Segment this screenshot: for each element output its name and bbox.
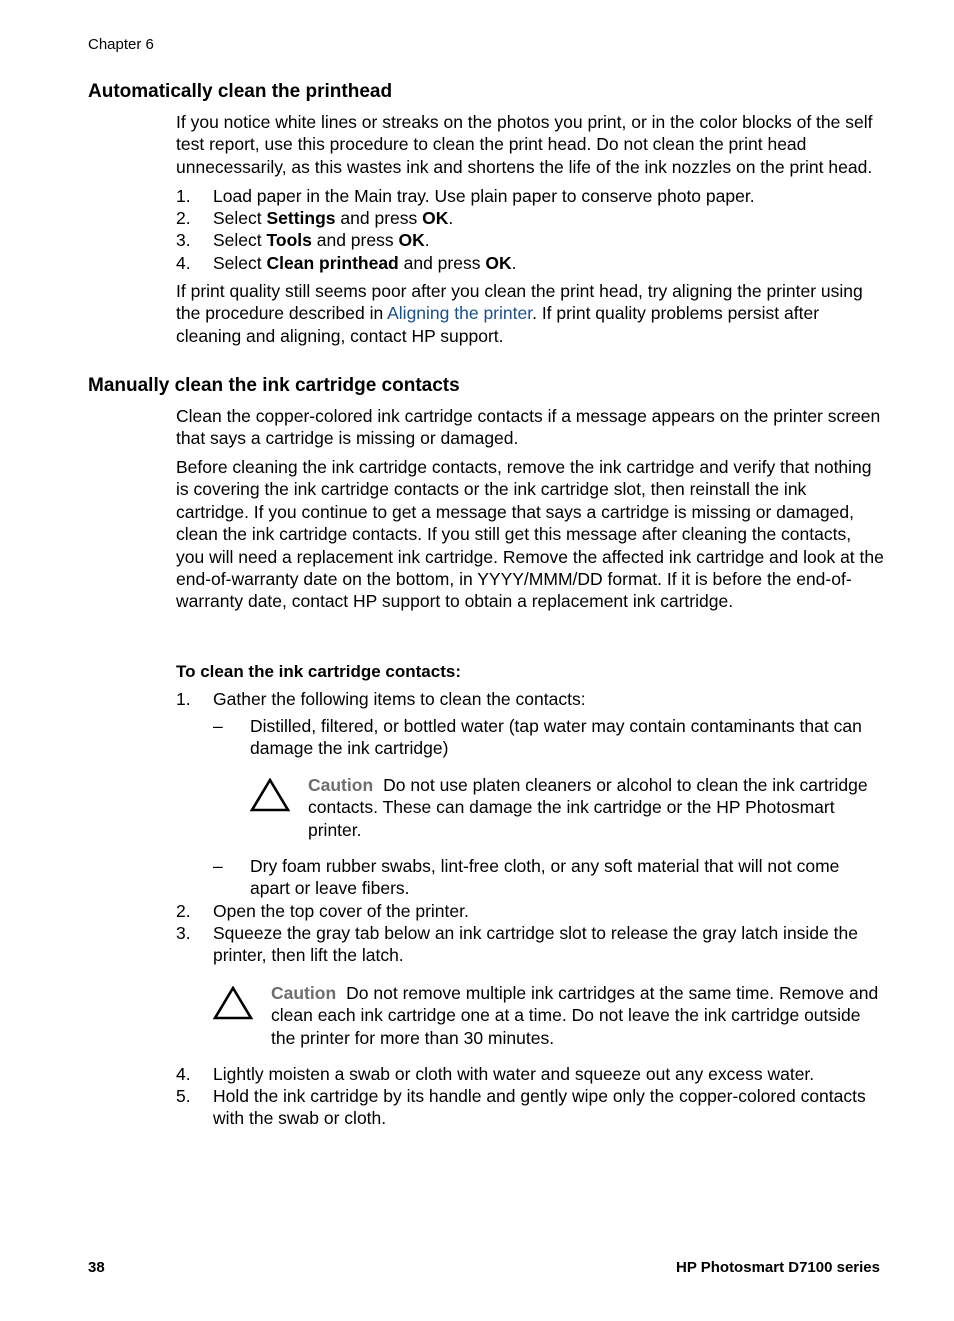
step-text: Select Clean printhead and press OK. <box>213 253 517 273</box>
auto-after-paragraph: If print quality still seems poor after you clean the print head, try aligning the printer using the procedure described in Aligning the printer. If print quality problems persist after cleaning and aligning, contact HP support. <box>176 281 863 346</box>
step-text: Hold the ink cartridge by its handle and gently wipe only the copper-colored contacts with the swab or cloth. <box>213 1086 866 1129</box>
dash-marker: – <box>213 716 223 736</box>
step-number: 2. <box>176 208 191 228</box>
step-number: 3. <box>176 923 191 943</box>
procedure-subheading: To clean the ink cartridge contacts: <box>176 662 461 681</box>
step-number: 4. <box>176 253 191 273</box>
dash-marker: – <box>213 856 223 876</box>
chapter-label: Chapter 6 <box>88 36 154 53</box>
caution-label: Caution <box>271 983 337 1003</box>
step-number: 3. <box>176 230 191 250</box>
step-text: Open the top cover of the printer. <box>213 901 469 921</box>
supply-item-text: Dry foam rubber swabs, lint-free cloth, or any soft material that will not come apart or leave fibers. <box>250 856 840 899</box>
step-text: Select Tools and press OK. <box>213 230 430 250</box>
step-text: Gather the following items to clean the contacts: <box>213 689 586 709</box>
step-text: Lightly moisten a swab or cloth with water and squeeze out any excess water. <box>213 1064 815 1084</box>
step-number: 1. <box>176 689 191 709</box>
step-number: 1. <box>176 186 191 206</box>
supply-item-text: Distilled, filtered, or bottled water (tap water may contain contaminants that can damage the ink cartridge) <box>250 716 862 759</box>
step-number: 5. <box>176 1086 191 1106</box>
aligning-printer-link[interactable]: Aligning the printer <box>387 303 533 324</box>
step-text: Squeeze the gray tab below an ink cartridge slot to release the gray latch inside the printer, then lift the latch. <box>213 923 858 966</box>
page-number: 38 <box>88 1259 105 1276</box>
caution-text: Caution Do not use platen cleaners or alcohol to clean the ink cartridge contacts. These can damage the ink cartridge or the HP Photosmart printer. <box>308 775 868 840</box>
manual-paragraph-1: Clean the copper-colored ink cartridge contacts if a message appears on the printer screen that says a cartridge is missing or damaged. <box>176 406 881 449</box>
warning-triangle-icon <box>250 778 290 812</box>
product-name: HP Photosmart D7100 series <box>676 1259 880 1276</box>
caution-text: Caution Do not remove multiple ink cartridges at the same time. Remove and clean each ink cartridge one at a time. Do not leave the ink cartridge outside the printer for more than 30 minutes. <box>271 983 879 1048</box>
caution-label: Caution <box>308 775 374 795</box>
warning-triangle-icon <box>213 986 253 1020</box>
auto-intro-paragraph: If you notice white lines or streaks on the photos you print, or in the color blocks of the self test report, use this procedure to clean the print head. Do not clean the print head unnecessarily, as this wastes ink and shortens the life of the ink nozzles on the print head. <box>176 112 873 177</box>
step-number: 2. <box>176 901 191 921</box>
step-text: Load paper in the Main tray. Use plain paper to conserve photo paper. <box>213 186 755 206</box>
manual-paragraph-2: Before cleaning the ink cartridge contacts, remove the ink cartridge and verify that nothing is covering the ink cartridge contacts or the ink cartridge slot, then reinstall the ink cartridge. If you continue to get a message that says a cartridge is missing or damaged, clean the ink cartridge contacts. If you still get this message after cleaning the contacts, you will need a replacement ink cartridge. Remove the affected ink cartridge and look at the end-of-warranty date on the bottom, in YYYY/MMM/DD format. If it is before the end-of-warranty date, contact HP support to obtain a replacement ink cartridge. <box>176 457 884 612</box>
step-number: 4. <box>176 1064 191 1084</box>
section-title-manual-clean: Manually clean the ink cartridge contacts <box>88 375 460 396</box>
section-title-auto-clean: Automatically clean the printhead <box>88 81 393 102</box>
step-text: Select Settings and press OK. <box>213 208 454 228</box>
